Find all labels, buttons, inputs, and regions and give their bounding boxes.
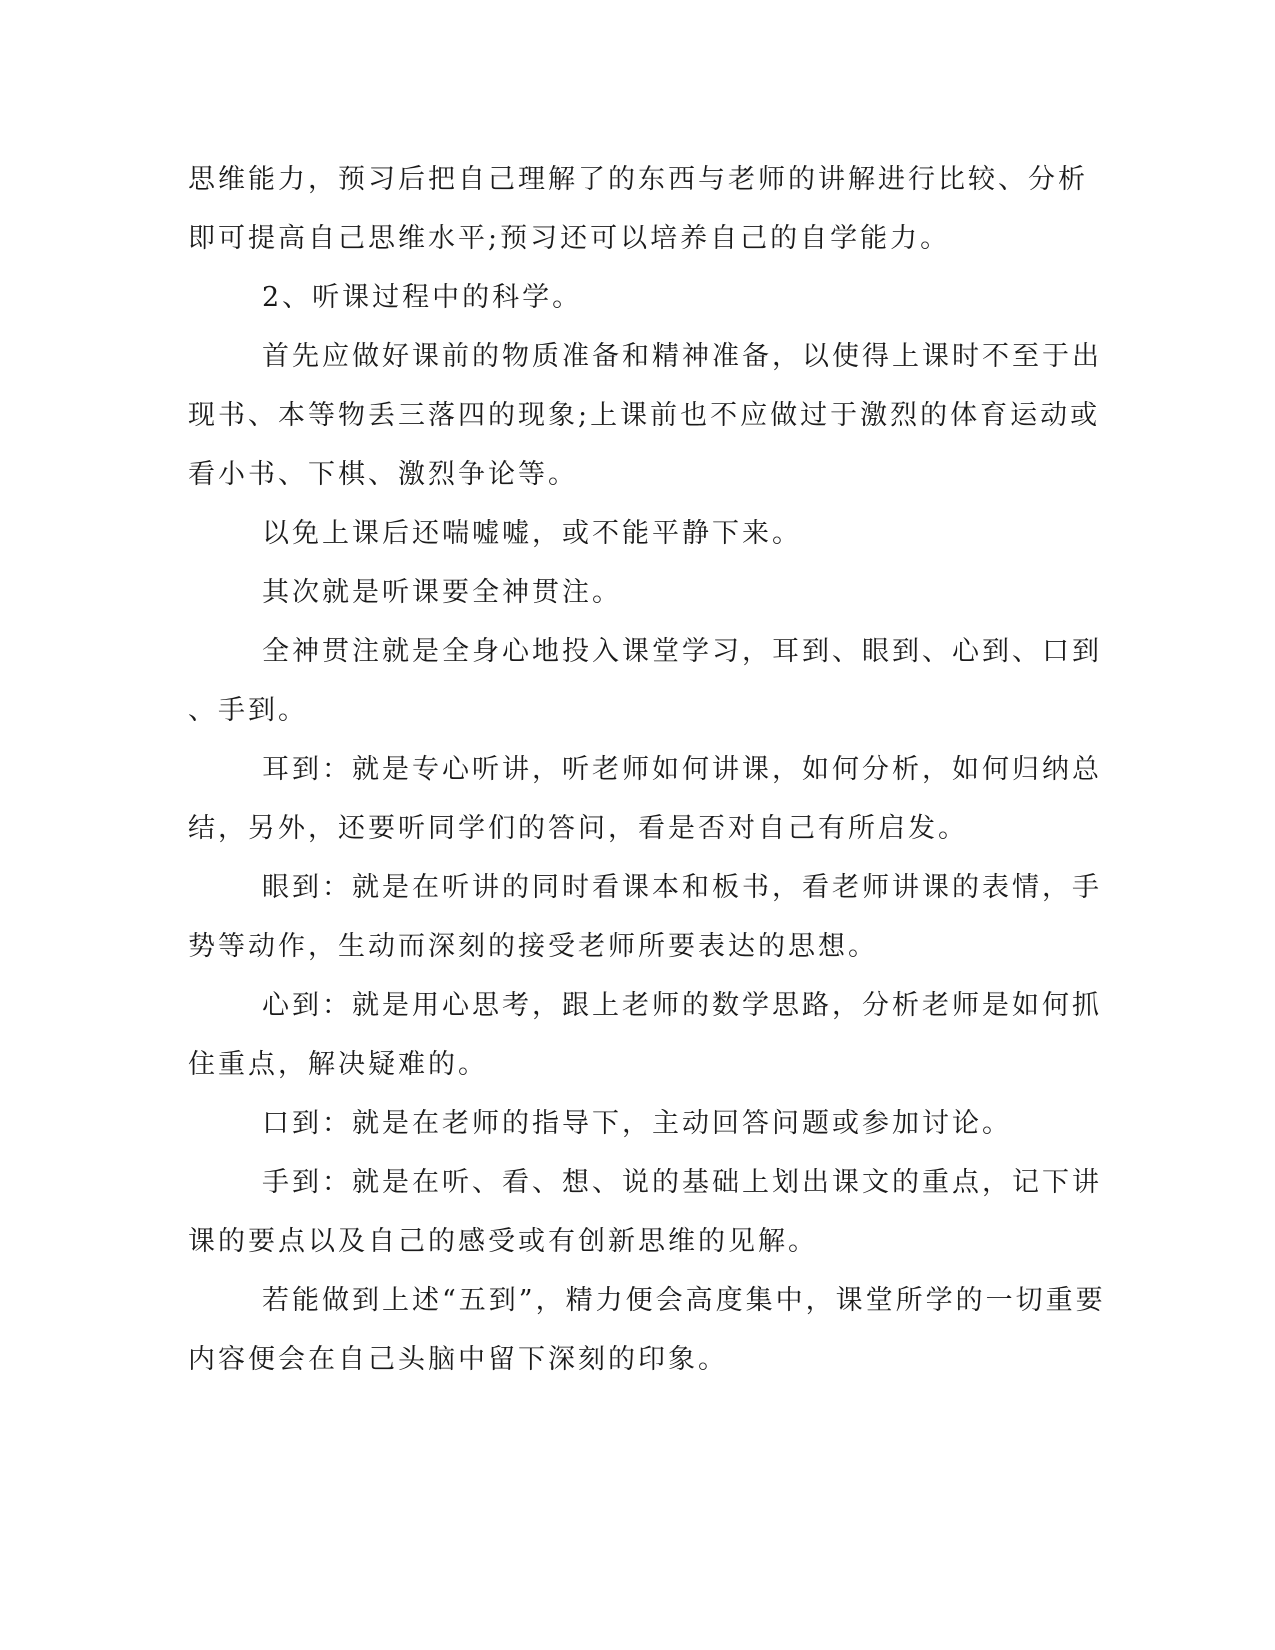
- text-line: 现书、本等物丢三落四的现象;上课前也不应做过于激烈的体育运动或: [188, 400, 1101, 431]
- text-line: 、手到。: [188, 695, 308, 726]
- text-line: 以免上课后还喘嘘嘘，或不能平静下来。: [262, 518, 802, 549]
- text-line: 全神贯注就是全身心地投入课堂学习，耳到、眼到、心到、口到: [262, 636, 1102, 667]
- text-line: 其次就是听课要全神贯注。: [262, 577, 622, 608]
- section-heading: 2、听课过程中的科学。: [262, 282, 583, 313]
- text-line: 眼到：就是在听讲的同时看课本和板书，看老师讲课的表情，手: [262, 872, 1102, 903]
- text-line: 心到：就是用心思考，跟上老师的数学思路，分析老师是如何抓: [262, 990, 1102, 1021]
- text-line: 即可提高自己思维水平;预习还可以培养自己的自学能力。: [188, 223, 951, 254]
- text-line: 势等动作，生动而深刻的接受老师所要表达的思想。: [188, 931, 878, 962]
- text-line: 内容便会在自己头脑中留下深刻的印象。: [188, 1344, 728, 1375]
- text-line: 思维能力，预习后把自己理解了的东西与老师的讲解进行比较、分析: [188, 164, 1088, 195]
- text-line: 看小书、下棋、激烈争论等。: [188, 459, 578, 490]
- text-line: 住重点，解决疑难的。: [188, 1049, 488, 1080]
- text-line: 首先应做好课前的物质准备和精神准备，以使得上课时不至于出: [262, 341, 1102, 372]
- text-line: 若能做到上述“五到”，精力便会高度集中，课堂所学的一切重要: [262, 1285, 1106, 1316]
- text-line: 耳到：就是专心听讲，听老师如何讲课，如何分析，如何归纳总: [262, 754, 1102, 785]
- text-line: 课的要点以及自己的感受或有创新思维的见解。: [188, 1226, 818, 1257]
- text-line: 口到：就是在老师的指导下，主动回答问题或参加讨论。: [262, 1108, 1012, 1139]
- text-line: 手到：就是在听、看、想、说的基础上划出课文的重点，记下讲: [262, 1167, 1102, 1198]
- text-line: 结，另外，还要听同学们的答问，看是否对自己有所启发。: [188, 813, 968, 844]
